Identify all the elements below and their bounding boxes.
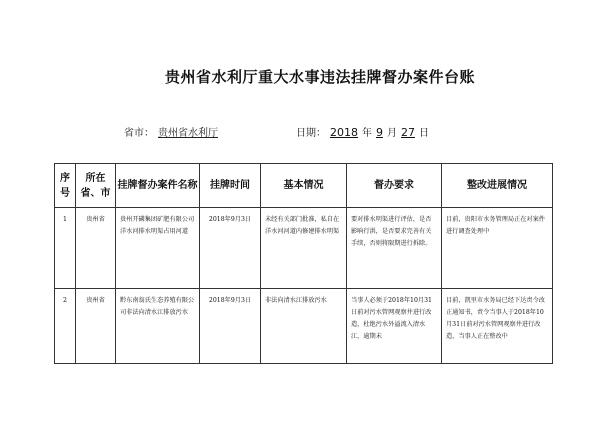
date-label: 日期： (296, 128, 326, 139)
table-row (55, 289, 553, 364)
cell-province: 贵州省 (76, 208, 116, 289)
table-row (55, 208, 553, 289)
header-seq: 序号 (55, 164, 76, 208)
cell-case: 贵州开磷集团矿肥有限公司洋水河排水明渠占用河道 (116, 208, 200, 289)
cell-time: 2018年9月3日 (200, 289, 261, 364)
header-situation: 基本情况 (261, 164, 347, 208)
header-time: 挂牌时间 (200, 164, 261, 208)
cell-progress-text: 目前，凯里市水务局已经下达责令改正通知书，责令当事人于2018年10月31日前对污水管网观察井进行改造，当事人正在整改中 (446, 297, 545, 340)
date-day: 27 (401, 126, 415, 139)
cell-requirement: 要对排水明渠进行评估，是否影响行洪，是否要求完善有关手续，否则将限期进行拆除。 (347, 208, 442, 289)
header-case: 挂牌督办案件名称 (116, 164, 200, 208)
cell-requirement-text: 当事人必须于2018年10月31日前对污水管网观察井进行改造，杜绝污水外溢流入清水江，逾期未 (351, 297, 432, 340)
header-province: 所在省、市 (76, 164, 116, 208)
cell-situation: 非法向清水江排放污水 (261, 289, 347, 364)
header-requirement: 督办要求 (347, 164, 442, 208)
date-year-unit: 年 (362, 128, 372, 139)
unit-label: 省市： (124, 128, 154, 139)
date-month: 9 (376, 126, 383, 139)
cell-progress: 目前，贵阳市水务管理局正在对案件进行调查处理中 (442, 208, 553, 289)
unit-line (124, 124, 222, 139)
cell-seq: 2 (55, 289, 76, 364)
date-line (296, 124, 429, 139)
cell-situation: 未经有关部门批准，私自在洋水河河道内修建排水明渠 (261, 208, 347, 289)
cell-province: 贵州省 (76, 289, 116, 364)
cell-requirement (347, 289, 442, 364)
cell-seq: 1 (55, 208, 76, 289)
case-ledger-table (54, 163, 553, 364)
cell-progress (442, 289, 553, 364)
document-title: 贵州省水利厅重大水事违法挂牌督办案件台账 (164, 68, 475, 86)
date-year: 2018 (330, 126, 358, 139)
date-month-unit: 月 (387, 128, 397, 139)
cell-case: 黔东南翁氏生态养殖有限公司非法向清水江排放污水 (116, 289, 200, 364)
unit-value: 贵州省水利厅 (158, 128, 218, 139)
date-day-unit: 日 (419, 128, 429, 139)
cell-time: 2018年9月3日 (200, 208, 261, 289)
header-progress: 整改进展情况 (442, 164, 553, 208)
table-header-row (55, 164, 553, 208)
